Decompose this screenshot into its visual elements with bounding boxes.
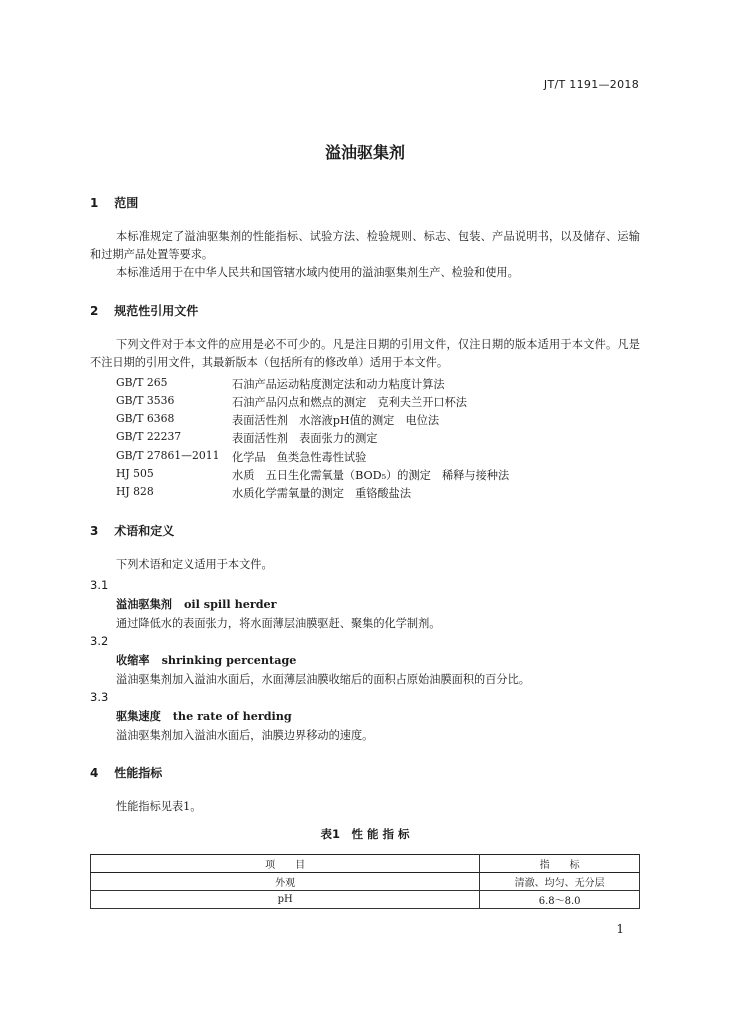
- term-heading: [116, 652, 296, 668]
- term-en: oil spill herder: [183, 597, 277, 611]
- term-definition: 通过降低水的表面张力，将水面薄层油膜驱赶、聚集的化学制剂。: [116, 617, 441, 630]
- section-title: 性能指标: [114, 766, 163, 780]
- performance-table: [90, 854, 640, 909]
- term-definition: 溢油驱集剂加入溢油水面后，油膜边界移动的速度。: [116, 729, 374, 742]
- section-number: 2: [90, 304, 99, 318]
- standard-code: JT/T 1191—2018: [543, 78, 639, 91]
- table-header-cell: 项 目: [91, 855, 480, 873]
- ref-code: GB/T 6368: [116, 412, 175, 425]
- term-number: 3.1: [90, 578, 109, 592]
- normative-intro: 下列文件对于本文件的应用是必不可少的。凡是注日期的引用文件，仅注日期的版本适用于本文件。凡是不注日期的引用文件，其最新版本（包括所有的修改单）适用于本文件。: [90, 338, 640, 369]
- ref-code: GB/T 265: [116, 376, 168, 389]
- ref-title: 石油产品闪点和燃点的测定 克利夫兰开口杯法: [232, 396, 467, 409]
- table-cell: 清澈、均匀、无分层: [480, 873, 640, 891]
- ref-title: 石油产品运动粘度测定法和动力粘度计算法: [232, 378, 445, 391]
- section-number: 4: [90, 766, 99, 780]
- table-cell: pH: [91, 891, 480, 909]
- section-4-heading: [90, 764, 162, 781]
- page-number: 1: [616, 922, 624, 936]
- term-heading: [116, 596, 277, 612]
- ref-title: 化学品 鱼类急性毒性试验: [232, 451, 367, 464]
- ref-code: GB/T 22237: [116, 430, 182, 443]
- ref-title: 表面活性剂 表面张力的测定: [232, 432, 378, 445]
- term-zh: 收缩率: [116, 653, 150, 667]
- term-number: 3.2: [90, 634, 109, 648]
- section-1-heading: [90, 194, 138, 211]
- section-title: 范围: [114, 196, 139, 210]
- term-en: shrinking percentage: [161, 653, 297, 667]
- section-title: 规范性引用文件: [114, 304, 199, 318]
- section-2-heading: [90, 302, 198, 319]
- table-row: [91, 873, 640, 891]
- section-number: 1: [90, 196, 99, 210]
- ref-code: HJ 828: [116, 485, 154, 498]
- table-cell: 外观: [91, 873, 480, 891]
- term-zh: 驱集速度: [116, 709, 161, 723]
- term-en: the rate of herding: [172, 709, 292, 723]
- section-number: 3: [90, 524, 99, 538]
- table-header-cell: 指 标: [480, 855, 640, 873]
- table-header-row: [91, 855, 640, 873]
- ref-code: GB/T 27861—2011: [116, 449, 220, 462]
- scope-paragraph-1: 本标准规定了溢油驱集剂的性能指标、试验方法、检验规则、标志、包装、产品说明书，以及储存、运输和过期产品处置等要求。: [90, 230, 640, 261]
- scope-paragraph-2: 本标准适用于在中华人民共和国管辖水域内使用的溢油驱集剂生产、检验和使用。: [116, 266, 519, 279]
- section-3-heading: [90, 522, 174, 539]
- ref-code: HJ 505: [116, 467, 154, 480]
- ref-title: 水质化学需氧量的测定 重铬酸盐法: [232, 487, 412, 500]
- term-definition: 溢油驱集剂加入溢油水面后，水面薄层油膜收缩后的面积占原始油膜面积的百分比。: [116, 673, 530, 686]
- term-zh: 溢油驱集剂: [116, 597, 172, 611]
- section-title: 术语和定义: [114, 524, 175, 538]
- table-caption: 表1 性 能 指 标: [320, 827, 410, 841]
- table-cell: 6.8～8.0: [480, 891, 640, 909]
- term-heading: [116, 708, 292, 724]
- table-row: [91, 891, 640, 909]
- performance-intro: 性能指标见表1。: [116, 800, 202, 813]
- term-number: 3.3: [90, 690, 109, 704]
- terms-intro: 下列术语和定义适用于本文件。: [116, 558, 273, 571]
- document-title: 溢油驱集剂: [324, 143, 405, 162]
- ref-code: GB/T 3536: [116, 394, 175, 407]
- ref-title: 表面活性剂 水溶液pH值的测定 电位法: [232, 414, 440, 427]
- ref-title: 水质 五日生化需氧量（BOD₅）的测定 稀释与接种法: [232, 469, 510, 482]
